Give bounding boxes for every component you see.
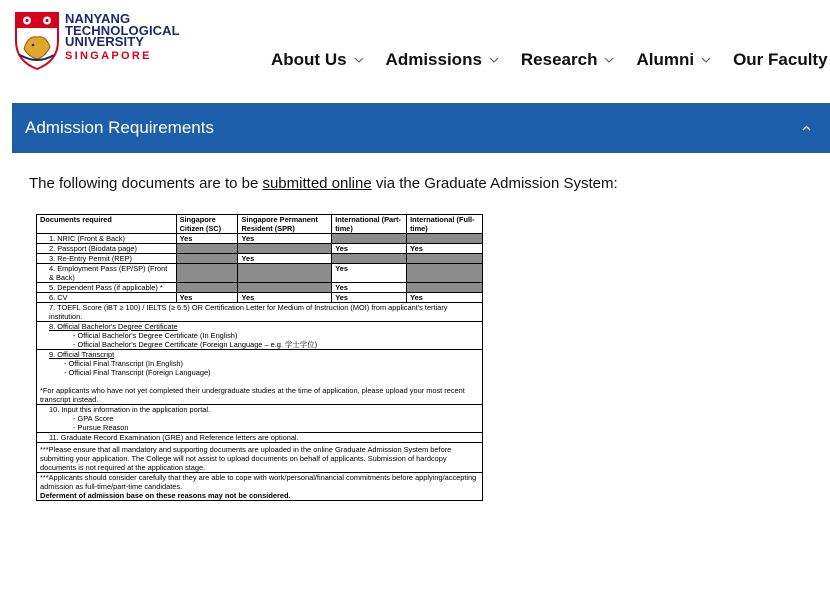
header-cell: Documents required	[37, 215, 177, 234]
intro-text	[29, 175, 618, 192]
cell-intl-pt: Yes	[332, 264, 407, 283]
row-label: 6. CV	[37, 293, 177, 303]
cell-shaded	[407, 234, 483, 244]
cell-intl-ft: Yes	[407, 293, 483, 303]
cell-intl-pt: Yes	[332, 244, 407, 254]
row-label: 4. Employment Pass (EP/SP) (Front & Back)	[37, 264, 177, 283]
cell-shaded	[176, 283, 238, 293]
nav-item-research[interactable]	[521, 50, 615, 70]
table-row	[37, 283, 483, 293]
row-label: 5. Dependent Pass (if applicable) *	[37, 283, 177, 293]
documents-table	[36, 214, 483, 501]
nav-item-alumni[interactable]	[636, 50, 711, 70]
table-row	[37, 433, 483, 443]
nav-label: Our Faculty	[733, 50, 828, 69]
admission-requirements-accordion[interactable]	[12, 103, 830, 153]
row-label: 1. NRIC (Front & Back)	[37, 234, 177, 244]
nav-item-about-us[interactable]	[271, 50, 364, 70]
chevron-down-icon	[604, 55, 614, 65]
cell-shaded	[176, 244, 238, 254]
cell-shaded	[332, 234, 407, 244]
note-deferment-text: Deferment of admission base on these reasons may not be considered.	[40, 491, 291, 500]
cell-shaded	[238, 244, 332, 254]
table-row	[37, 254, 483, 264]
degree-certificate-english: - Official Bachelor's Degree Certificate (In English)	[73, 331, 238, 340]
cell-shaded	[176, 264, 238, 283]
cell-spr: Yes	[238, 234, 332, 244]
table-row	[37, 244, 483, 254]
cell-shaded	[332, 254, 407, 264]
logo-text	[65, 13, 180, 62]
degree-certificate-foreign: - Official Bachelor's Degree Certificate (Foreign Language – e.g. 学士学位)	[73, 340, 318, 349]
cell-spr: Yes	[238, 254, 332, 264]
accordion-title: Admission Requirements	[25, 118, 214, 137]
main-nav	[271, 50, 830, 70]
nav-label: Alumni	[636, 50, 695, 69]
chevron-down-icon	[489, 55, 499, 65]
cell-sc: Yes	[176, 293, 238, 303]
logo-line-3: UNIVERSITY	[65, 34, 145, 49]
nav-label: Research	[520, 50, 598, 69]
chevron-down-icon	[354, 55, 364, 65]
ntu-crest-icon	[12, 9, 62, 71]
header-cell: Singapore Citizen (SC)	[176, 215, 238, 234]
transcript-foreign: - Official Final Transcript (Foreign Language)	[64, 368, 211, 377]
table-row	[37, 443, 483, 473]
row-gre: 11. Graduate Record Examination (GRE) and Reference letters are optional.	[37, 433, 483, 443]
chevron-down-icon	[701, 55, 711, 65]
cell-shaded	[238, 283, 332, 293]
degree-certificate-title: 8. Official Bachelor's Degree Certificate	[49, 322, 178, 331]
row-note-commitments	[37, 473, 483, 501]
note-commitments-text: ***Applicants should consider carefully that they are able to cope with work/personal/financial commitments before applying/accepting admission as full-time/part-time candidates.	[40, 473, 477, 491]
row-toefl: 7. TOEFL Score (iBT ≥ 100) / IELTS (≥ 6.5) OR Certification Letter for Medium of Instruction (MOI) from applicant's tertiary institution.	[37, 303, 483, 322]
table-row	[37, 405, 483, 433]
table-row	[37, 322, 483, 350]
ntu-logo[interactable]	[12, 9, 180, 71]
table-row	[37, 350, 483, 405]
portal-info-gpa: - GPA Score	[73, 414, 114, 423]
intro-before: The following documents are to be	[29, 175, 263, 192]
row-note-upload: ***Please ensure that all mandatory and supporting documents are uploaded in the online Graduate Admission System before submitting your application. The College will not assist to upload documents on behalf of applicants. Submission of hardcopy documents is not required at the application stage.	[37, 443, 483, 473]
transcript-note: *For applicants who have not yet completed their undergraduate studies at the time of application, please upload your most recent transcript instead.	[40, 386, 465, 404]
row-label: 2. Passport (Biodata page)	[37, 244, 177, 254]
logo-line-2: TECHNOLOGICAL	[65, 22, 180, 38]
intro-after: via the Graduate Admission System:	[371, 175, 618, 192]
row-degree-certificate	[37, 322, 483, 350]
cell-spr: Yes	[238, 293, 332, 303]
cell-shaded	[238, 264, 332, 283]
header-cell: Singapore Permanent Resident (SPR)	[238, 215, 332, 234]
chevron-up-icon[interactable]	[801, 123, 812, 134]
table-header-row	[37, 215, 483, 234]
table-row	[37, 303, 483, 322]
cell-shaded	[407, 264, 483, 283]
cell-intl-pt: Yes	[332, 283, 407, 293]
logo-line-4: SINGAPORE	[65, 49, 152, 62]
table-row	[37, 234, 483, 244]
cell-shaded	[407, 254, 483, 264]
cell-intl-pt: Yes	[332, 293, 407, 303]
cell-shaded	[176, 254, 238, 264]
portal-info-pursue-reason: - Pursue Reason	[73, 423, 129, 432]
cell-shaded	[407, 283, 483, 293]
submitted-online-text: submitted online	[262, 175, 372, 192]
cell-intl-ft: Yes	[407, 244, 483, 254]
nav-label: Admissions	[385, 50, 482, 69]
cell-sc: Yes	[176, 234, 238, 244]
table-row	[37, 293, 483, 303]
row-transcript	[37, 350, 483, 405]
header-cell: International (Full-time)	[407, 215, 483, 234]
portal-info-title: 10. Input this information in the application portal.	[49, 405, 211, 414]
transcript-title: 9. Official Transcript	[49, 350, 115, 359]
row-label: 3. Re-Entry Permit (REP)	[37, 254, 177, 264]
header-cell: International (Part-time)	[332, 215, 407, 234]
transcript-english: - Official Final Transcript (In English)	[64, 359, 183, 368]
nav-label: About Us	[271, 50, 347, 69]
nav-item-admissions[interactable]	[386, 50, 499, 70]
logo-line-1: NANYANG	[65, 11, 131, 26]
nav-item-our-faculty[interactable]	[733, 50, 830, 70]
table-row	[37, 264, 483, 283]
row-portal-info	[37, 405, 483, 433]
table-row	[37, 473, 483, 501]
